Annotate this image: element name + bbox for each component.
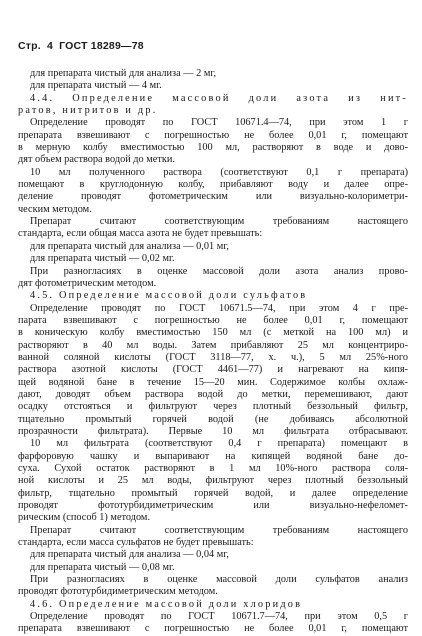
text-line: 10 мл фильтрата (соответствуют 0,4 г препарата) помещают в [30, 438, 408, 450]
text-line: деление проводят фотометрическим или визуально-колориметри- [18, 191, 408, 203]
text-line: ванной соляной кислоты (ГОСТ 3118—77, х. ч.), 5 мл 25%-ного [18, 351, 408, 363]
text-line: Препарат считают соответствующим требованиям настоящего [30, 524, 408, 536]
text-line: препарата взвешивают с погрешностью не более 0,01 г, помещают [18, 623, 408, 635]
text-line: раствора азотной кислоты (ГОСТ 4461—77) и нагревают на кипя- [18, 364, 408, 376]
text-line: 10 мл полученного раствора (соответствуют 0,1 г препарата) [30, 166, 408, 178]
text-line: фарфоровую чашку и выпаривают на кипящей водяной бане до- [18, 450, 408, 462]
text-line: рическим (способ 1) методом. [18, 512, 151, 524]
text-line: стандарта, если общая масса азота не будет превышать: [18, 228, 263, 240]
document-body [18, 68, 408, 636]
text-line: щей водяной бане в течение 15—20 мин. Содержимое колбы охлаж- [18, 376, 408, 388]
text-line: Определение проводят по ГОСТ 10671.5—74, при этом 4 г пре- [30, 302, 408, 314]
text-line: осадку отстояться и фильтруют через плотный беззольный фильтр, [18, 401, 408, 413]
text-line: При разногласиях в оценке массовой доли сульфатов анализ [30, 574, 408, 586]
text-line: в коническую колбу вместимостью 150 мл (с меткой на 100 мл) и [18, 327, 408, 339]
text-line: дят объем раствора водой до метки. [18, 154, 175, 166]
text-line: дают, доводят объем раствора водой до метки, перемешивают, дают [18, 388, 408, 400]
page-number: 4 [46, 40, 54, 52]
text-line: проводят фототурбидиметрическим или визуально-нефеломет- [18, 500, 408, 512]
standard-designation: ГОСТ 18289—78 [59, 40, 144, 52]
text-line: парата взвешивают с погрешностью не более 0,01 г, помещают [18, 314, 408, 326]
text-line: При разногласиях в оценке массовой доли азота анализ прово- [30, 265, 408, 277]
text-line: 4.6. Определение массовой доли хлоридов [30, 598, 303, 610]
page-header [18, 40, 147, 52]
text-line: 4.4. Определение массовой доли азота из нит- [30, 92, 408, 104]
text-line: ческим методом. [18, 203, 92, 215]
text-line: препарата взвешивают с погрешностью не более 0,01 г, помещают [18, 129, 408, 141]
text-line: фильтр, тщательно промытый горячей водой, и далее определение [18, 487, 408, 499]
text-line: Определение проводят по ГОСТ 10671.4—74, при этом 1 г [30, 117, 408, 129]
text-line: прозрачности фильтрата). Первые 10 мл фильтрата отбрасывают. [18, 425, 408, 437]
text-line: для препарата чистый для анализа — 0,04 мг, [30, 549, 229, 561]
text-line: для препарата чистый — 0,02 мг. [30, 253, 175, 265]
text-line: ратов, нитритов и др. [18, 105, 158, 117]
text-line: помещают в круглодонную колбу, прибавляют воду и далее опре- [18, 179, 408, 191]
text-line: тщательно промытый горячей водой (не добиваясь абсолютной [18, 413, 408, 425]
text-line: ной кислоты и 25 мл воды, фильтруют через плотный беззольный [18, 475, 408, 487]
text-line: проводят фототурбидиметрическим методом. [18, 586, 218, 598]
text-line: растворяют в 40 мл воды. Затем прибавляют 25 мл концентриро- [18, 339, 408, 351]
text-line: для препарата чистый для анализа — 2 мг, [30, 68, 217, 79]
text-line: для препарата чистый для анализа — 0,01 мг, [30, 240, 229, 252]
text-line: Препарат считают соответствующим требованиям настоящего [30, 216, 408, 228]
text-line: стандарта, если масса сульфатов не будет превышать: [18, 537, 254, 549]
text-line: дят фотометрическим методом. [18, 277, 157, 289]
page-label: Стр. [18, 40, 41, 52]
text-line: для препарата чистый — 0,08 мг. [30, 561, 175, 573]
text-line: Определение проводят по ГОСТ 10671.7—74, при этом 0,5 г [30, 611, 408, 623]
text-line: 4.5. Определение массовой доли сульфатов [30, 290, 308, 302]
text-line: в мерную колбу вместимостью 100 мл, растворяют в воде и дово- [18, 142, 408, 154]
text-line: для препарата чистый — 4 мг. [30, 80, 162, 92]
text-line: суха. Сухой остаток растворяют в 1 мл 10%-ного раствора соля- [18, 463, 408, 474]
